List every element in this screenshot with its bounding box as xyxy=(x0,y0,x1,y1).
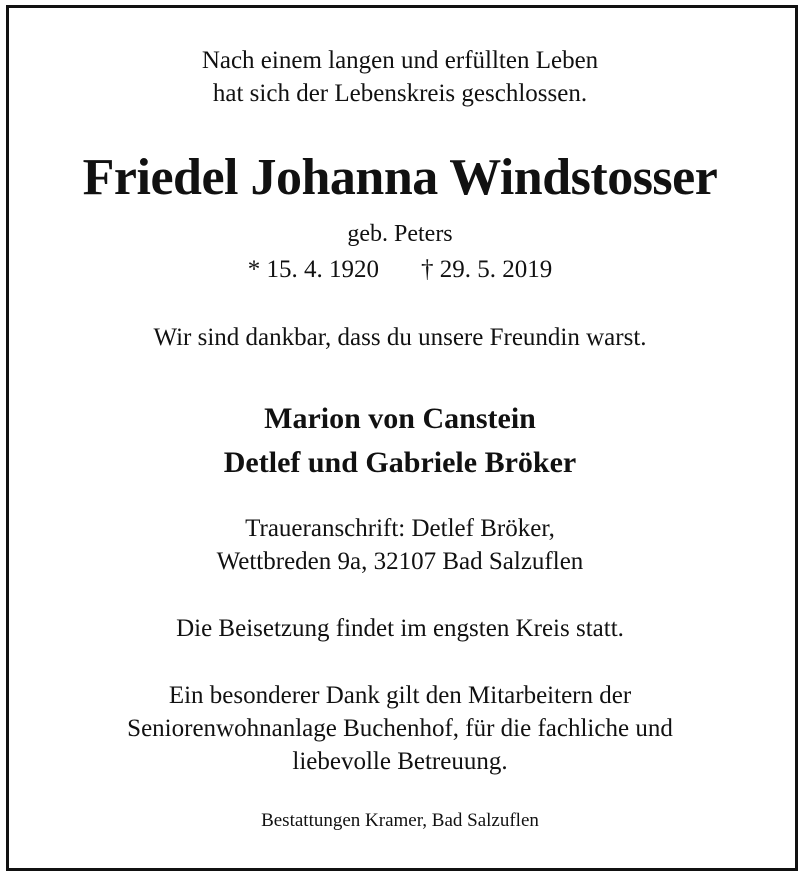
funeral-note: Die Beisetzung findet im engsten Kreis statt. xyxy=(176,615,624,642)
special-thanks xyxy=(0,679,800,778)
intro-text xyxy=(0,44,800,110)
birth-name: geb. Peters xyxy=(347,221,453,247)
mourner-name: Detlef und Gabriele Bröker xyxy=(223,446,577,479)
address-line-2: Wettbreden 9a, 32107 Bad Salzuflen xyxy=(216,548,584,575)
death-date: † 29. 5. 2019 xyxy=(421,256,553,283)
birth-date: * 15. 4. 1920 xyxy=(247,256,379,283)
special-thanks-line-3: liebevolle Betreuung. xyxy=(292,748,508,775)
address-line-1: Traueranschrift: Detlef Bröker, xyxy=(245,515,555,542)
mourner-name: Marion von Canstein xyxy=(264,402,536,435)
deceased-name: Friedel Johanna Windstosser xyxy=(82,149,718,206)
mourners-list xyxy=(0,397,800,485)
special-thanks-line-1: Ein besonderer Dank gilt den Mitarbeitern der xyxy=(168,682,632,709)
intro-line-1: Nach einem langen und erfüllten Leben xyxy=(201,47,599,74)
mourning-address xyxy=(0,512,800,578)
intro-line-2: hat sich der Lebenskreis geschlossen. xyxy=(212,80,588,107)
life-dates xyxy=(0,252,800,288)
undertaker: Bestattungen Kramer, Bad Salzuflen xyxy=(261,810,539,831)
thanks-line: Wir sind dankbar, dass du unsere Freundin warst. xyxy=(153,324,647,351)
special-thanks-line-2: Seniorenwohnanlage Buchenhof, für die fachliche und xyxy=(127,715,673,742)
